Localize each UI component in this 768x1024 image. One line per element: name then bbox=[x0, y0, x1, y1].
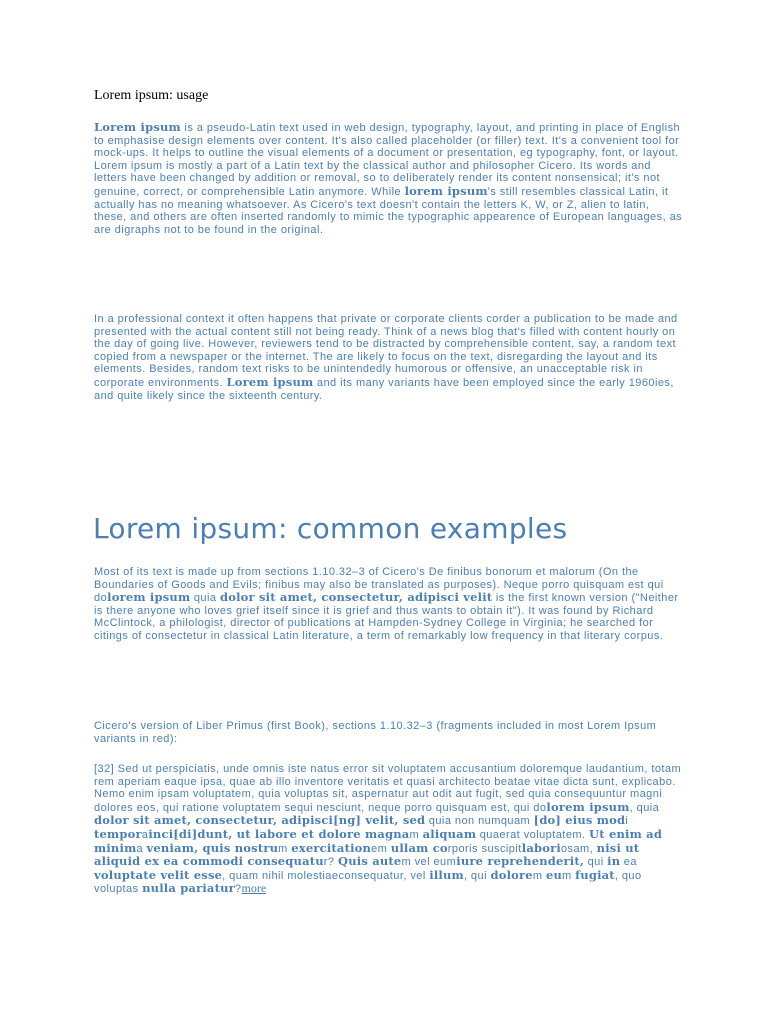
bold-term: Lorem ipsum bbox=[226, 374, 314, 389]
bold-term: Lorem ipsum bbox=[94, 120, 181, 134]
paragraph-origin: Most of its text is made up from sections 1.10.32–3 of Cicero's De finibus bonorum et malorum (On the Boundaries of Goods and Evils; finibus may also be translated as purposes). Neque porro quisquam est qui dolorem ipsum quia dolor sit amet, consectetur, adipisci velit is the first known version ("Neither is there anyone who loves grief itself since it is grief and thus wants to obtain it"). It was found by Richard McClintock, a philologist, director of publications at Hampden-Sydney College in Virginia; he searched for citings of consectetur in classical Latin literature, a term of remarkably low frequency in that literary corpus. bbox=[94, 566, 679, 642]
bold-term: dolor sit amet, consectetur, adipisci velit bbox=[219, 590, 493, 605]
section-heading-usage: Lorem ipsum: usage bbox=[94, 88, 209, 103]
paragraph-cicero-version: Cicero's version of Liber Primus (first Book), sections 1.10.32–3 (fragments included in most Lorem Ipsum variants in red): bbox=[94, 720, 657, 745]
section-heading-examples: Lorem ipsum: common examples bbox=[93, 512, 568, 545]
paragraph-usage-intro: Lorem ipsum is a pseudo-Latin text used in web design, typography, layout, and printing in place of English to emphasise design elements over content. It's also called placeholder (or filler) text. It's a convenient tool for mock-ups. It helps to outline the visual elements of a document or presentation, eg typography, font, or layout. Lorem ipsum is mostly a part of a Latin text by the classical author and philosopher Cicero. Its words and letters have been changed by addition or removal, so to deliberately render its content nonsensical; it's not genuine, correct, or comprehensible Latin anymore. While lorem ipsum's still resembles classical Latin, it actually has no meaning whatsoever. As Cicero's text doesn't contain the letters K, W, or Z, alien to latin, these, and others are often inserted randomly to mimic the typographic appearence of European languages, as are digraphs not to be found in the original. bbox=[94, 120, 683, 236]
paragraph-latin-excerpt: [32] Sed ut perspiciatis, unde omnis iste natus error sit voluptatem accusantium doloremque laudantium, totam rem aperiam eaque ipsa, quae ab illo inventore veritatis et quasi architecto beatae vitae dicta sunt, explicabo. Nemo enim ipsam voluptatem, quia voluptas sit, aspernatur aut odit aut fugit, sed quia consequuntur magni dolores eos, qui ratione voluptatem sequi nesciunt, neque porro quisquam est, qui dolorem ipsum, quia dolor sit amet, consectetur, adipisci[ng] velit, sed quia non numquam [do] eius modi temporainci[di]dunt, ut labore et dolore magnam aliquam quaerat voluptatem. Ut enim ad minima veniam, quis nostrum exercitationem ullam corporis suscipitlaboriosam, nisi ut aliquid ex ea commodi consequatur? Quis autem vel eumiure reprehenderit, qui in ea voluptate velit esse, quam nihil molestiaeconsequatur, vel illum, qui dolorem eum fugiat, quo voluptas nulla pariatur?more bbox=[94, 763, 682, 896]
more-link[interactable]: more bbox=[241, 881, 267, 896]
paragraph-professional-context: In a professional context it often happens that private or corporate clients corder a publication to be made and presented with the actual content still not being ready. Think of a news blog that's filled with content hourly on the day of going live. However, reviewers tend to be distracted by comprehensible content, say, a random text copied from a newspaper or the internet. The are likely to focus on the text, disregarding the layout and its elements. Besides, random text risks to be unintendedly humorous or offensive, an unacceptable risk in corporate environments. Lorem ipsum and its many variants have been employed since the early 1960ies, and quite likely since the sixteenth century. bbox=[94, 313, 678, 402]
bold-term: lorem ipsum bbox=[404, 183, 488, 198]
bold-term: lorem ipsum bbox=[107, 590, 191, 605]
